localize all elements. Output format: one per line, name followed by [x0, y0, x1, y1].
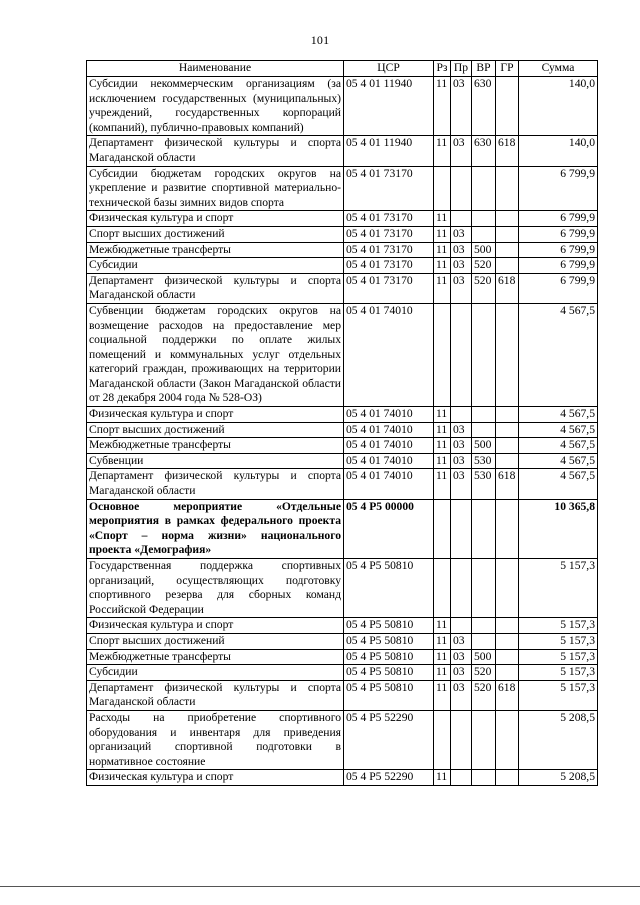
cell-csr: 05 4 01 11940 — [344, 77, 434, 136]
table-row — [87, 258, 598, 274]
cell-csr: 05 4 P5 50810 — [344, 649, 434, 665]
cell-sum: 6 799,9 — [519, 166, 598, 211]
table-row — [87, 710, 598, 769]
cell-rz — [434, 166, 451, 211]
cell-pr: 03 — [451, 77, 472, 136]
cell-gr: 618 — [496, 469, 519, 499]
cell-csr: 05 4 01 74010 — [344, 407, 434, 423]
cell-sum: 6 799,9 — [519, 258, 598, 274]
bottom-divider — [0, 886, 640, 887]
cell-name: Государственная поддержка спортивных организаций, осуществляющих подготовку спортивного резерва для сборных команд Российской Федерации — [87, 559, 344, 618]
cell-vr — [472, 770, 496, 786]
cell-pr — [451, 499, 472, 558]
cell-vr — [472, 303, 496, 406]
cell-csr: 05 4 01 74010 — [344, 422, 434, 438]
cell-rz: 11 — [434, 258, 451, 274]
header-csr: ЦСР — [344, 61, 434, 77]
cell-vr: 520 — [472, 273, 496, 303]
table-row — [87, 303, 598, 406]
cell-csr: 05 4 01 74010 — [344, 438, 434, 454]
cell-pr: 03 — [451, 469, 472, 499]
cell-vr — [472, 422, 496, 438]
cell-rz: 11 — [434, 422, 451, 438]
cell-sum: 140,0 — [519, 77, 598, 136]
header-vr: ВР — [472, 61, 496, 77]
cell-gr — [496, 633, 519, 649]
cell-pr: 03 — [451, 453, 472, 469]
cell-vr: 500 — [472, 438, 496, 454]
table-row — [87, 649, 598, 665]
cell-name: Физическая культура и спорт — [87, 211, 344, 227]
cell-rz: 11 — [434, 226, 451, 242]
cell-csr: 05 4 P5 00000 — [344, 499, 434, 558]
cell-rz — [434, 710, 451, 769]
cell-pr: 03 — [451, 438, 472, 454]
cell-pr: 03 — [451, 680, 472, 710]
cell-rz: 11 — [434, 770, 451, 786]
cell-name: Основное мероприятие «Отдельные мероприятия в рамках федерального проекта «Спорт – норма жизни» национального проекта «Демография» — [87, 499, 344, 558]
cell-pr: 03 — [451, 242, 472, 258]
cell-sum: 6 799,9 — [519, 242, 598, 258]
cell-csr: 05 4 01 73170 — [344, 166, 434, 211]
table-body — [87, 77, 598, 786]
cell-gr — [496, 407, 519, 423]
cell-csr: 05 4 01 74010 — [344, 469, 434, 499]
cell-pr: 03 — [451, 226, 472, 242]
cell-pr: 03 — [451, 258, 472, 274]
header-name: Наименование — [87, 61, 344, 77]
table-row — [87, 166, 598, 211]
cell-pr — [451, 407, 472, 423]
table-row — [87, 211, 598, 227]
cell-vr: 630 — [472, 77, 496, 136]
cell-rz: 11 — [434, 211, 451, 227]
cell-sum: 4 567,5 — [519, 407, 598, 423]
header-gr: ГР — [496, 61, 519, 77]
table-row — [87, 226, 598, 242]
cell-name: Департамент физической культуры и спорта Магаданской области — [87, 469, 344, 499]
cell-gr — [496, 226, 519, 242]
cell-name: Субсидии бюджетам городских округов на укрепление и развитие спортивной материально-технической базы зимних видов спорта — [87, 166, 344, 211]
cell-sum: 4 567,5 — [519, 438, 598, 454]
budget-table — [86, 60, 598, 786]
cell-rz: 11 — [434, 633, 451, 649]
table-row — [87, 499, 598, 558]
cell-gr — [496, 303, 519, 406]
table-row — [87, 665, 598, 681]
cell-csr: 05 4 P5 50810 — [344, 559, 434, 618]
cell-vr — [472, 559, 496, 618]
cell-name: Физическая культура и спорт — [87, 618, 344, 634]
cell-gr — [496, 649, 519, 665]
cell-sum: 4 567,5 — [519, 422, 598, 438]
cell-gr — [496, 242, 519, 258]
cell-vr: 500 — [472, 242, 496, 258]
cell-name: Физическая культура и спорт — [87, 770, 344, 786]
header-rz: Рз — [434, 61, 451, 77]
cell-csr: 05 4 P5 52290 — [344, 770, 434, 786]
cell-csr: 05 4 01 11940 — [344, 136, 434, 166]
cell-rz: 11 — [434, 618, 451, 634]
cell-vr — [472, 633, 496, 649]
cell-name: Спорт высших достижений — [87, 633, 344, 649]
cell-rz: 11 — [434, 649, 451, 665]
table-row — [87, 618, 598, 634]
table-row — [87, 770, 598, 786]
cell-sum: 5 208,5 — [519, 710, 598, 769]
cell-gr — [496, 258, 519, 274]
cell-name: Субсидии некоммерческим организациям (за исключением государственных (муниципальных) учреждений, государственных корпораций (компаний), публично-правовых компаний) — [87, 77, 344, 136]
cell-rz: 11 — [434, 453, 451, 469]
cell-vr — [472, 407, 496, 423]
cell-sum: 10 365,8 — [519, 499, 598, 558]
cell-rz: 11 — [434, 77, 451, 136]
cell-name: Департамент физической культуры и спорта Магаданской области — [87, 136, 344, 166]
cell-vr: 520 — [472, 665, 496, 681]
cell-name: Межбюджетные трансферты — [87, 649, 344, 665]
cell-csr: 05 4 01 73170 — [344, 226, 434, 242]
cell-name: Субсидии — [87, 258, 344, 274]
table-header-row — [87, 61, 598, 77]
cell-pr — [451, 559, 472, 618]
cell-gr — [496, 559, 519, 618]
cell-pr — [451, 710, 472, 769]
cell-rz: 11 — [434, 665, 451, 681]
cell-gr — [496, 422, 519, 438]
cell-vr: 520 — [472, 680, 496, 710]
cell-rz: 11 — [434, 407, 451, 423]
header-sum: Сумма — [519, 61, 598, 77]
cell-pr: 03 — [451, 665, 472, 681]
cell-sum: 5 157,3 — [519, 680, 598, 710]
cell-csr: 05 4 P5 50810 — [344, 665, 434, 681]
cell-vr: 520 — [472, 258, 496, 274]
cell-rz: 11 — [434, 242, 451, 258]
cell-pr: 03 — [451, 422, 472, 438]
cell-vr — [472, 618, 496, 634]
cell-gr — [496, 710, 519, 769]
cell-csr: 05 4 01 73170 — [344, 273, 434, 303]
cell-pr — [451, 303, 472, 406]
cell-sum: 5 208,5 — [519, 770, 598, 786]
cell-gr: 618 — [496, 680, 519, 710]
cell-sum: 4 567,5 — [519, 453, 598, 469]
cell-sum: 4 567,5 — [519, 469, 598, 499]
cell-name: Департамент физической культуры и спорта Магаданской области — [87, 273, 344, 303]
cell-rz: 11 — [434, 680, 451, 710]
cell-pr — [451, 166, 472, 211]
cell-gr — [496, 770, 519, 786]
table-row — [87, 469, 598, 499]
table-row — [87, 633, 598, 649]
cell-csr: 05 4 P5 52290 — [344, 710, 434, 769]
cell-pr: 03 — [451, 273, 472, 303]
cell-rz — [434, 499, 451, 558]
cell-name: Субвенции бюджетам городских округов на возмещение расходов на предоставление мер социальной поддержки по оплате жилых помещений и коммунальных услуг отдельных категорий граждан, проживающих на территории Магаданской области (Закон Магаданской области от 28 декабря 2004 года № 528-ОЗ) — [87, 303, 344, 406]
cell-vr — [472, 499, 496, 558]
cell-name: Спорт высших достижений — [87, 422, 344, 438]
cell-vr — [472, 211, 496, 227]
cell-rz: 11 — [434, 136, 451, 166]
cell-rz — [434, 559, 451, 618]
table-row — [87, 438, 598, 454]
table-row — [87, 422, 598, 438]
cell-gr — [496, 499, 519, 558]
cell-gr: 618 — [496, 136, 519, 166]
cell-gr — [496, 211, 519, 227]
cell-name: Физическая культура и спорт — [87, 407, 344, 423]
cell-name: Спорт высших достижений — [87, 226, 344, 242]
cell-pr: 03 — [451, 649, 472, 665]
table-row — [87, 77, 598, 136]
cell-name: Расходы на приобретение спортивного оборудования и инвентаря для приведения организаций спортивной подготовки в нормативное состояние — [87, 710, 344, 769]
table-row — [87, 559, 598, 618]
cell-sum: 6 799,9 — [519, 273, 598, 303]
cell-vr — [472, 226, 496, 242]
cell-gr — [496, 438, 519, 454]
cell-gr: 618 — [496, 273, 519, 303]
cell-vr: 530 — [472, 453, 496, 469]
cell-rz: 11 — [434, 438, 451, 454]
cell-vr — [472, 166, 496, 211]
cell-pr — [451, 211, 472, 227]
cell-name: Межбюджетные трансферты — [87, 438, 344, 454]
page-number: 101 — [310, 33, 330, 47]
cell-csr: 05 4 01 73170 — [344, 211, 434, 227]
cell-sum: 6 799,9 — [519, 211, 598, 227]
table-row — [87, 680, 598, 710]
cell-vr: 530 — [472, 469, 496, 499]
cell-gr — [496, 618, 519, 634]
cell-gr — [496, 166, 519, 211]
table-row — [87, 136, 598, 166]
cell-gr — [496, 453, 519, 469]
table-row — [87, 273, 598, 303]
cell-pr: 03 — [451, 633, 472, 649]
cell-csr: 05 4 01 73170 — [344, 242, 434, 258]
cell-sum: 5 157,3 — [519, 649, 598, 665]
cell-csr: 05 4 P5 50810 — [344, 680, 434, 710]
cell-sum: 5 157,3 — [519, 665, 598, 681]
cell-name: Субвенции — [87, 453, 344, 469]
cell-sum: 140,0 — [519, 136, 598, 166]
cell-csr: 05 4 01 73170 — [344, 258, 434, 274]
cell-pr — [451, 770, 472, 786]
cell-name: Департамент физической культуры и спорта Магаданской области — [87, 680, 344, 710]
cell-vr: 630 — [472, 136, 496, 166]
cell-sum: 6 799,9 — [519, 226, 598, 242]
cell-name: Субсидии — [87, 665, 344, 681]
cell-csr: 05 4 01 74010 — [344, 453, 434, 469]
table-row — [87, 453, 598, 469]
table-row — [87, 407, 598, 423]
cell-sum: 5 157,3 — [519, 618, 598, 634]
cell-sum: 5 157,3 — [519, 633, 598, 649]
cell-rz — [434, 303, 451, 406]
cell-rz: 11 — [434, 469, 451, 499]
cell-vr: 500 — [472, 649, 496, 665]
cell-gr — [496, 665, 519, 681]
cell-sum: 4 567,5 — [519, 303, 598, 406]
cell-name: Межбюджетные трансферты — [87, 242, 344, 258]
cell-gr — [496, 77, 519, 136]
cell-csr: 05 4 01 74010 — [344, 303, 434, 406]
cell-csr: 05 4 P5 50810 — [344, 633, 434, 649]
header-pr: Пр — [451, 61, 472, 77]
cell-csr: 05 4 P5 50810 — [344, 618, 434, 634]
cell-rz: 11 — [434, 273, 451, 303]
cell-pr — [451, 618, 472, 634]
cell-sum: 5 157,3 — [519, 559, 598, 618]
cell-vr — [472, 710, 496, 769]
cell-pr: 03 — [451, 136, 472, 166]
table-row — [87, 242, 598, 258]
